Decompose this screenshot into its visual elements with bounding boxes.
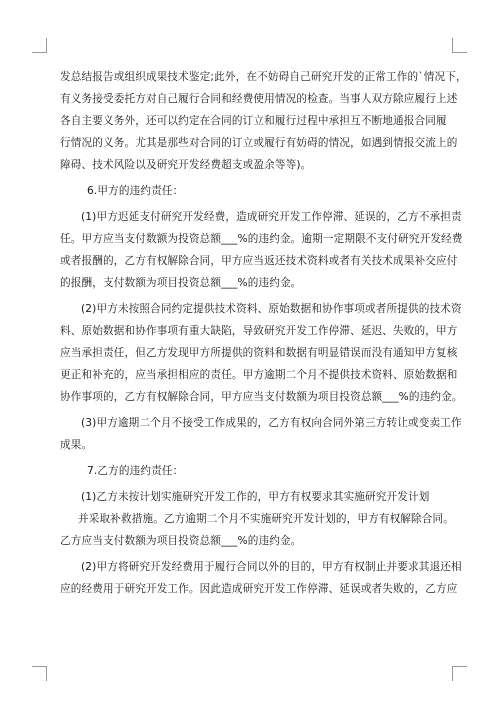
crop-mark-bottom-right <box>452 666 467 681</box>
crop-mark-top-right <box>452 38 467 53</box>
section-heading: 6.甲方的违约责任： <box>87 185 184 197</box>
text-line: 的报酬，支付数额为项目投资总额___%的违约金。 <box>60 277 302 289</box>
text-line: 并采取补救措施。乙方逾期二个月不实施研究开发计划的，甲方有权解除合同。 <box>78 513 455 525</box>
text-line: 发总结报告或组织成果技术鉴定;此外，在不妨碍自己研究开发的正常工作的`情况下， <box>60 71 467 83</box>
text-line: 行情况的义务。尤其是那些对合同的订立或履行有妨碍的情况，如遇到情报交流上的 <box>60 137 458 149</box>
text-line: 任。甲方应当支付数额为投资总额___%的违约金。逾期一定期限不支付研究开发经费 <box>60 233 463 245</box>
text-line: 有义务接受委托方对自己履行合同和经费使用情况的检查。当事人双方除应履行上述 <box>60 93 458 105</box>
text-line: 更正和补充的，应当承担相应的责任。甲方逾期二个月不提供技术资料、原始数据和 <box>60 369 458 381</box>
text-line: (2)甲方未按照合同约定提供技术资料、原始数据和协作事项或者所提供的技术资 <box>81 303 462 315</box>
text-line: (1)乙方未按计划实施研究开发工作的，甲方有权要求其实施研究开发计划 <box>81 491 430 503</box>
text-line: (2)甲方将研究开发经费用于履行合同以外的目的，甲方有权制止并要求其退还相 <box>81 561 462 573</box>
document-body <box>60 66 467 600</box>
text-line: 成果。 <box>60 439 93 451</box>
text-line: 应的经费用于研究开发工作。因此造成研究开发工作停滞、延误或者失败的，乙方应 <box>60 583 458 595</box>
text-line: (3)甲方逾期二个月不接受工作成果的，乙方有权向合同外第三方转让或变卖工作 <box>81 417 462 429</box>
text-line: 障碍、技术风险以及研究开发经费超支或盈余等等)。 <box>60 159 312 171</box>
text-line: 应当承担责任，但乙方发现甲方所提供的资料和数据有明显错误而没有通知甲方复核 <box>60 347 458 359</box>
crop-mark-top-left <box>32 38 47 53</box>
text-line: 料、原始数据和协作事项有重大缺陷，导致研究开发工作停滞、延迟、失败的，甲方 <box>60 325 458 337</box>
text-line: 或者报酬的，乙方有权解除合同，甲方应当返还技术资料或者有关技术成果补交应付 <box>60 255 458 267</box>
text-line: 乙方应当支付数额为项目投资总额___%的违约金。 <box>60 535 302 547</box>
section-heading: 7.乙方的违约责任： <box>87 465 184 477</box>
text-line: (1)甲方迟延支付研究开发经费，造成研究开发工作停滞、延误的，乙方不承担责 <box>81 211 462 223</box>
text-line: 各自主要义务外，还可以约定在合同的订立和履行过程中承担互不断地通报合同履 <box>60 115 447 127</box>
text-line: 协作事项的，乙方有权解除合同，甲方应当支付数额为项目投资总额___%的违约金。 <box>60 391 463 403</box>
crop-mark-bottom-left <box>32 666 47 681</box>
